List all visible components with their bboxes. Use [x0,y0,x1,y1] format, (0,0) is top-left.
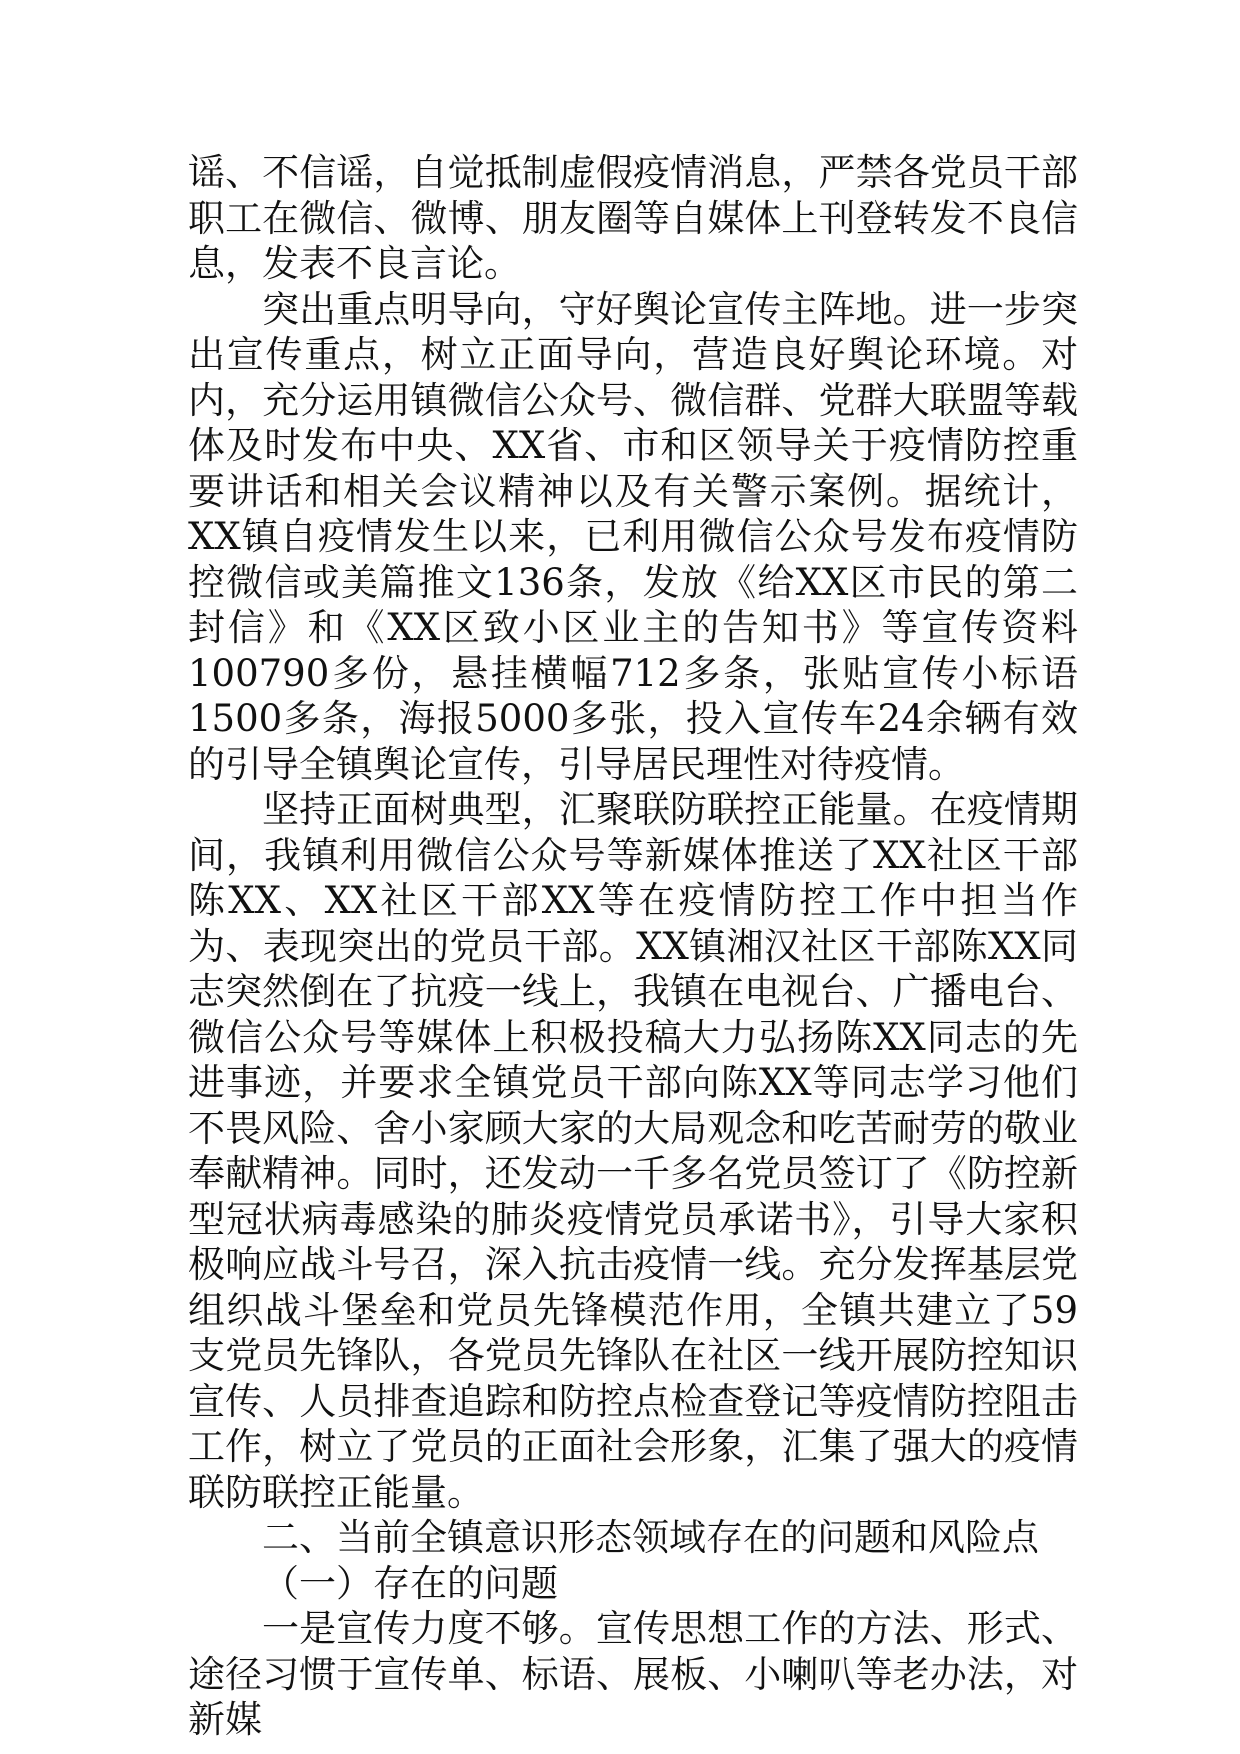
section-heading: 二、当前全镇意识形态领域存在的问题和风险点 [262,1516,1039,1559]
paragraph-role-models: 坚持正面树典型，汇聚联防联控正能量。在疫情期间，我镇利用微信公众号等新媒体推送了XX社区干部陈XX、XX社区干部XX等在疫情防控工作中担当作为、表现突出的党员干部。XX镇湘汉社区干部陈XX同志突然倒在了抗疫一线上，我镇在电视台、广播电台、微信公众号等媒体上积极投稿大力弘扬陈XX同志的先进事迹，并要求全镇党员干部向陈XX等同志学习他们不畏风险、舍小家顾大家的大局观念和吃苦耐劳的敬业奉献精神。同时，还发动一千多名党员签订了《防控新型冠状病毒感染的肺炎疫情党员承诺书》，引导大家积极响应战斗号召，深入抗击疫情一线。充分发挥基层党组织战斗堡垒和党员先锋模范作用，全镇共建立了59支党员先锋队，各党员先锋队在社区一线开展防控知识宣传、人员排查追踪和防控点检查登记等疫情防控阻击工作，树立了党员的正面社会形象，汇集了强大的疫情联防联控正能量。 [188,788,1078,1514]
paragraph-publicity-focus: 突出重点明导向，守好舆论宣传主阵地。进一步突出宣传重点，树立正面导向，营造良好舆论环境。对内，充分运用镇微信公众号、微信群、党群大联盟等载体及时发布中央、XX省、市和区领导关于疫情防控重要讲话和相关会议精神以及有关警示案例。据统计，XX镇自疫情发生以来，已利用微信公众号发布疫情防控微信或美篇推文136条，发放《给XX区市民的第二封信》和《XX区致小区业主的告知书》等宣传资料100790多份，悬挂横幅712多条，张贴宣传小标语1500多条，海报5000多张，投入宣传车24余辆有效的引导全镇舆论宣传，引导居民理性对待疫情。 [188,287,1078,786]
paragraph-problem-one: 一是宣传力度不够。宣传思想工作的方法、形式、途径习惯于宣传单、标语、展板、小喇叭等老办法，对新媒 [188,1607,1078,1741]
subsection-heading: （一）存在的问题 [262,1561,558,1605]
document-page [188,150,1078,1743]
paragraph-continued: 谣、不信谣，自觉抵制虚假疫情消息，严禁各党员干部职工在微信、微博、朋友圈等自媒体上刊登转发不良信息，发表不良言论。 [188,151,1078,285]
